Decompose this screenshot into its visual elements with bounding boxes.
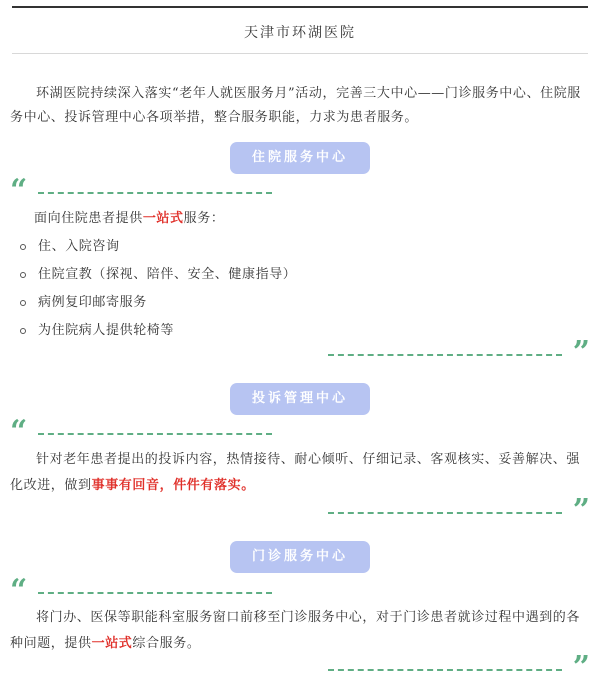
complaint-body: 针对老年患者提出的投诉内容，热情接待、耐心倾听、仔细记录、客观核实、妥善解决、强化改进，做到 bbox=[10, 452, 581, 493]
page-title: 天津市环湖医院 bbox=[244, 25, 356, 41]
dashed-line bbox=[328, 669, 562, 671]
bullet-circle-icon bbox=[20, 328, 26, 334]
left-quote-icon: “ bbox=[10, 173, 28, 208]
list-item bbox=[20, 317, 296, 345]
bullet-circle-icon bbox=[20, 244, 26, 250]
dashed-line bbox=[38, 592, 272, 594]
intro-paragraph: 环湖医院持续深入落实“老年人就医服务月”活动，完善三大中心——门诊服务中心、住院服务中心、投诉管理中心各项举措，整合服务职能，力求为患者服务。 bbox=[10, 86, 581, 125]
inpatient-service-list bbox=[20, 233, 296, 345]
bullet-circle-icon bbox=[20, 272, 26, 278]
outpatient-suffix: 综合服务。 bbox=[132, 636, 201, 651]
list-item bbox=[20, 233, 296, 261]
right-quote-icon: ” bbox=[572, 650, 590, 685]
list-item-text: 住、入院咨询 bbox=[38, 239, 120, 254]
inpatient-lead-prefix: 面向住院患者提供 bbox=[34, 211, 143, 226]
quote-divider-bottom-inpatient bbox=[328, 335, 590, 370]
section-title-complaint: 投诉管理中心 bbox=[230, 383, 370, 415]
inpatient-lead-highlight: 一站式 bbox=[142, 211, 184, 226]
quote-divider-bottom-outpatient bbox=[328, 650, 590, 685]
complaint-paragraph bbox=[10, 447, 590, 499]
dashed-line bbox=[328, 354, 562, 356]
dashed-line bbox=[38, 433, 272, 435]
outpatient-paragraph bbox=[10, 605, 590, 657]
inpatient-lead bbox=[34, 207, 224, 231]
left-quote-icon: “ bbox=[10, 414, 28, 449]
list-item-text: 病例复印邮寄服务 bbox=[38, 295, 147, 310]
quote-divider-top-outpatient bbox=[10, 573, 272, 608]
inpatient-lead-suffix: 服务： bbox=[183, 211, 225, 226]
list-item-text: 住院宣教（探视、陪伴、安全、健康指导） bbox=[38, 267, 297, 282]
complaint-highlight: 事事有回音，件件有落实。 bbox=[91, 478, 255, 493]
section-title-outpatient: 门诊服务中心 bbox=[230, 541, 370, 573]
top-rule bbox=[12, 6, 588, 8]
right-quote-icon: ” bbox=[572, 335, 590, 370]
outpatient-highlight: 一站式 bbox=[91, 636, 133, 651]
right-quote-icon: ” bbox=[572, 493, 590, 528]
section-title-inpatient: 住院服务中心 bbox=[230, 142, 370, 174]
quote-divider-bottom-complaint bbox=[328, 493, 590, 528]
list-item-text: 为住院病人提供轮椅等 bbox=[38, 323, 175, 338]
bullet-circle-icon bbox=[20, 300, 26, 306]
dashed-line bbox=[328, 512, 562, 514]
quote-divider-top-complaint bbox=[10, 414, 272, 449]
left-quote-icon: “ bbox=[10, 573, 28, 608]
quote-divider-top-inpatient bbox=[10, 173, 272, 208]
list-item bbox=[20, 289, 296, 317]
list-item bbox=[20, 261, 296, 289]
header-divider bbox=[12, 53, 588, 54]
outpatient-body: 将门办、医保等职能科室服务窗口前移至门诊服务中心，对于门诊患者就诊过程中遇到的各种问题，提供 bbox=[10, 610, 581, 651]
dashed-line bbox=[38, 192, 272, 194]
